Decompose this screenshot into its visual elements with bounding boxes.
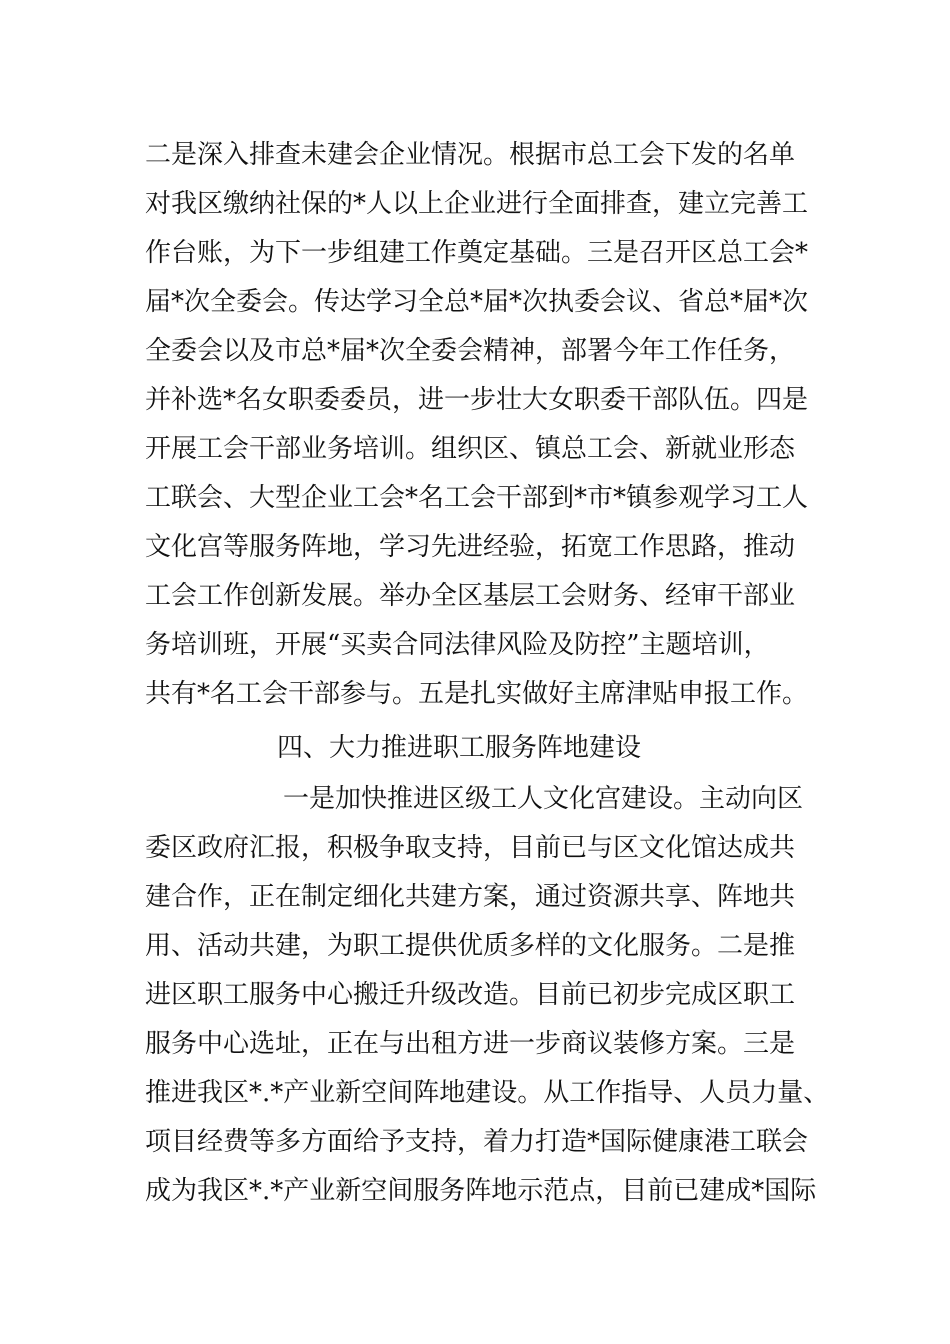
text-line: 共有*名工会干部参与。五是扎实做好主席津贴申报工作。 [145,679,809,709]
text-line: 服务中心选址，正在与出租方进一步商议装修方案。三是 [145,1029,796,1059]
text-line: 建合作，正在制定细化共建方案，通过资源共享、阵地共 [145,882,796,912]
text-line: 推进我区*.*产业新空间阵地建设。从工作指导、人员力量、 [145,1078,830,1108]
text-line: 委区政府汇报，积极争取支持，目前已与区文化馆达成共 [145,833,796,863]
text-line: 工会工作创新发展。举办全区基层工会财务、经审干部业 [145,581,796,611]
text-line: 届*次全委会。传达学习全总*届*次执委会议、省总*届*次 [145,287,809,317]
text-line: 全委会以及市总*届*次全委会精神，部署今年工作任务， [145,336,796,366]
text-line: 二是深入排查未建会企业情况。根据市总工会下发的名单 [145,140,796,170]
text-line: 务培训班，开展“买卖合同法律风险及防控”主题培训， [145,630,770,660]
text-line: 开展工会干部业务培训。组织区、镇总工会、新就业形态 [145,434,796,464]
text-line: 对我区缴纳社保的*人以上企业进行全面排查，建立完善工 [145,189,809,219]
text-line: 并补选*名女职委委员，进一步壮大女职委干部队伍。四是 [145,385,809,415]
text-line: 成为我区*.*产业新空间服务阵地示范点，目前已建成*国际 [145,1176,817,1206]
text-line: 文化宫等服务阵地，学习先进经验，拓宽工作思路，推动 [145,532,796,562]
text-line: 用、活动共建，为职工提供优质多样的文化服务。二是推 [145,931,796,961]
text-line: 项目经费等多方面给予支持，着力打造*国际健康港工联会 [145,1127,809,1157]
text-line: 一是加快推进区级工人文化宫建设。主动向区 [283,784,804,814]
text-line: 进区职工服务中心搬迁升级改造。目前已初步完成区职工 [145,980,796,1010]
section-heading: 四、大力推进职工服务阵地建设 [277,733,642,763]
text-line: 作台账，为下一步组建工作奠定基础。三是召开区总工会* [145,238,809,268]
text-line: 工联会、大型企业工会*名工会干部到*市*镇参观学习工人 [145,483,809,513]
